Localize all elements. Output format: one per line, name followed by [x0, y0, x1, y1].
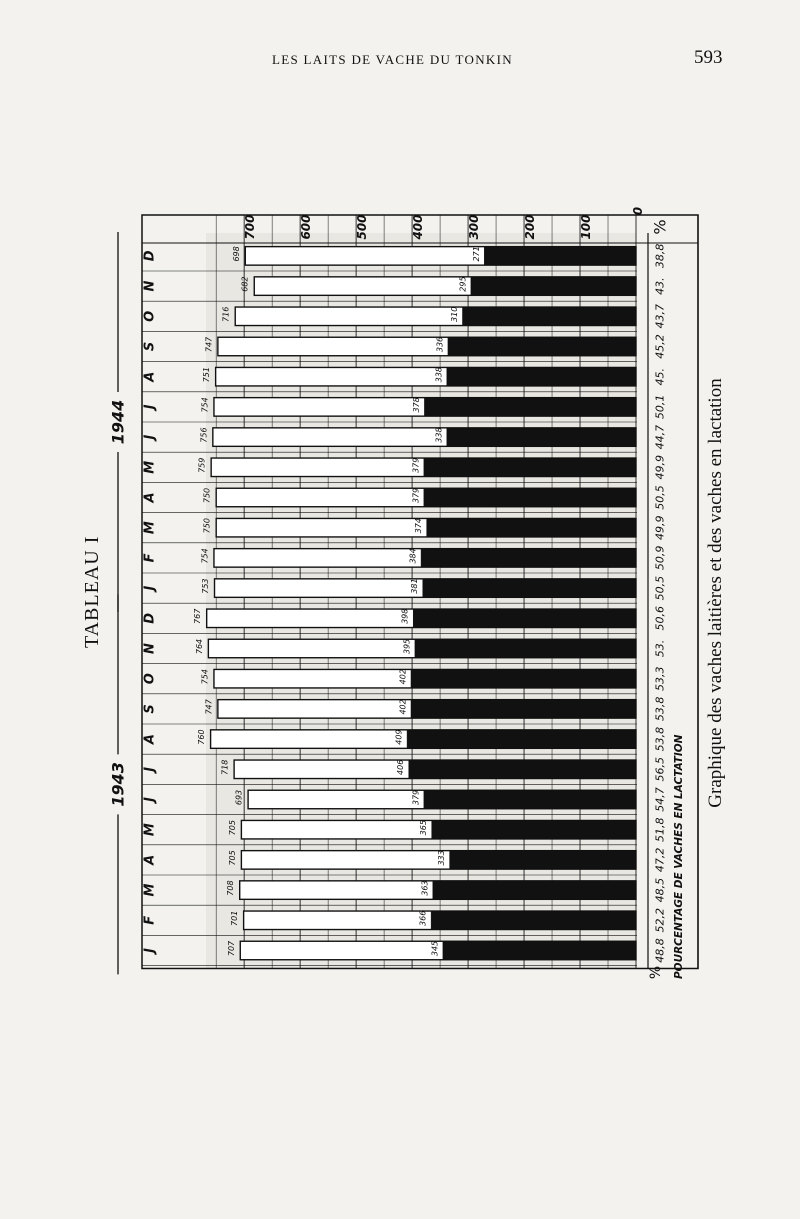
year-label: 1944	[108, 399, 128, 445]
percentage-value: 53,3	[653, 666, 667, 691]
percentage-value: 50,9	[653, 545, 667, 571]
month-label: A	[142, 734, 158, 745]
data-label-lactating: 338	[434, 367, 444, 383]
percentage-value: 50,5	[653, 575, 667, 601]
percentage-value: 50,6	[653, 606, 667, 631]
percentage-value: 53,8	[653, 726, 667, 752]
data-label-lactating: 409	[394, 729, 404, 745]
data-label-total: 754	[200, 548, 210, 564]
bar-lactating-cows	[462, 307, 636, 326]
percentage-value: 52,2	[653, 908, 667, 933]
data-label-total: 705	[227, 820, 237, 836]
data-label-lactating: 384	[408, 548, 418, 564]
data-label-total: 701	[230, 910, 240, 926]
data-label-lactating: 333	[437, 850, 447, 866]
month-label: A	[142, 854, 158, 865]
bar-lactating-cows	[415, 639, 636, 658]
data-label-lactating: 378	[411, 397, 421, 413]
percentage-value: 56,5	[653, 757, 667, 782]
axis-tick-label: 100	[579, 214, 594, 240]
bar-lactating-cows	[431, 911, 636, 930]
percent-symbol-bottom: %	[648, 965, 664, 980]
data-label-lactating: 374	[414, 518, 424, 534]
percentage-value: 45.	[653, 367, 667, 386]
bar-lactating-cows	[411, 669, 636, 688]
data-label-total: 753	[201, 578, 211, 594]
percentage-value: 48,8	[653, 938, 667, 963]
percentage-value: 48,5	[653, 877, 667, 903]
month-label: J	[142, 797, 158, 802]
running-head: LES LAITS DE VACHE DU TONKIN	[272, 52, 513, 67]
data-label-total: 754	[200, 397, 210, 413]
data-label-lactating: 402	[398, 669, 408, 685]
percentage-value: 49,9	[653, 515, 667, 540]
axis-tick-label: 0	[631, 206, 645, 216]
bar-lactating-cows	[424, 458, 636, 477]
page-number: 593	[694, 47, 723, 68]
month-label: M	[142, 521, 158, 535]
percentage-value: 53.	[653, 639, 667, 658]
bar-lactating-cows	[443, 941, 636, 960]
data-label-lactating: 379	[411, 487, 421, 504]
data-label-total: 705	[227, 850, 237, 866]
month-label: A	[142, 371, 158, 382]
bar-lactating-cows	[423, 579, 636, 598]
data-label-total: 754	[200, 669, 210, 685]
data-label-total: 747	[204, 699, 214, 715]
percentage-value: 49,9	[653, 455, 667, 480]
bar-lactating-cows	[447, 428, 636, 447]
data-label-total: 756	[199, 427, 209, 443]
month-label: N	[142, 643, 158, 654]
month-label: O	[142, 310, 158, 322]
data-label-total: 693	[234, 789, 244, 806]
bar-lactating-cows	[484, 247, 636, 266]
data-label-total: 747	[204, 336, 214, 353]
data-label-lactating: 366	[418, 910, 428, 926]
percentage-value: 45,2	[653, 334, 667, 359]
data-label-lactating: 295	[458, 276, 468, 292]
axis-tick-label: 300	[467, 214, 482, 240]
month-label: M	[142, 823, 158, 837]
data-label-total: 718	[220, 759, 230, 775]
bar-lactating-cows	[432, 820, 636, 839]
data-label-lactating: 381	[410, 578, 420, 594]
month-label: S	[142, 341, 158, 352]
bar-lactating-cows	[471, 277, 636, 296]
bar-lactating-cows	[421, 549, 636, 568]
bar-lactating-cows	[433, 881, 636, 900]
bar-lactating-cows	[450, 851, 636, 870]
data-label-lactating: 398	[400, 608, 410, 624]
percentage-value: 38,8	[653, 243, 667, 269]
bar-lactating-cows	[407, 730, 636, 749]
data-label-lactating: 365	[419, 820, 429, 836]
data-label-total: 708	[226, 880, 236, 896]
data-label-lactating: 336	[435, 336, 445, 353]
month-label: S	[142, 704, 158, 714]
axis-tick-label: 600	[299, 214, 314, 240]
data-label-total: 707	[226, 940, 236, 957]
month-label: J	[142, 766, 158, 772]
data-label-total: 751	[202, 367, 212, 383]
data-label-lactating: 395	[402, 638, 412, 655]
percentage-value: 51,8	[653, 817, 667, 842]
percentage-value: 54,7	[653, 787, 667, 812]
data-label-total: 750	[202, 518, 212, 534]
data-label-lactating: 406	[396, 759, 406, 775]
percentage-value: 47,2	[653, 847, 667, 873]
month-label: O	[142, 673, 158, 685]
data-label-lactating: 379	[411, 457, 421, 473]
percentage-value: 43,7	[653, 304, 667, 329]
percent-symbol-top: %	[650, 219, 670, 235]
data-label-total: 698	[231, 246, 241, 262]
axis-tick-label: 500	[355, 214, 370, 240]
data-label-total: 767	[193, 608, 203, 624]
data-label-lactating: 379	[411, 789, 421, 806]
bar-lactating-cows	[447, 367, 636, 386]
month-label: F	[142, 553, 158, 563]
data-label-lactating: 271	[471, 246, 481, 262]
month-label: A	[142, 492, 158, 503]
bar-lactating-cows	[427, 518, 636, 537]
bar-lactating-cows	[424, 488, 636, 507]
month-label: J	[142, 585, 158, 591]
month-label: M	[142, 460, 158, 474]
percentage-value: 53,8	[653, 696, 667, 722]
bar-lactating-cows	[413, 609, 636, 628]
data-label-total: 682	[240, 276, 250, 292]
percentage-value: 50,1	[653, 394, 667, 420]
data-label-total: 750	[202, 487, 212, 504]
month-label: D	[142, 612, 158, 624]
bar-lactating-cows	[448, 337, 636, 356]
data-label-lactating: 310	[449, 306, 459, 322]
percentage-value: 43.	[653, 277, 667, 295]
data-label-lactating: 363	[420, 880, 430, 896]
data-label-lactating: 345	[430, 940, 440, 957]
data-label-total: 716	[221, 306, 231, 322]
bar-lactating-cows	[409, 760, 636, 779]
month-label: J	[142, 948, 158, 953]
axis-tick-label: 700	[243, 214, 258, 240]
bar-lactating-cows	[424, 398, 636, 417]
data-label-total: 764	[194, 638, 204, 655]
month-label: D	[142, 250, 158, 262]
percentage-value: 44,7	[653, 424, 667, 450]
data-label-lactating: 338	[434, 427, 444, 443]
percentage-label: POURCENTAGE DE VACHES EN LACTATION	[673, 734, 685, 980]
data-label-total: 760	[197, 729, 207, 745]
chart-caption: Graphique des vaches laitières et des vaches en lactation	[705, 378, 726, 808]
month-label: F	[142, 915, 158, 925]
month-label: M	[142, 883, 158, 897]
month-label: J	[142, 434, 158, 440]
year-label: 1943	[108, 762, 128, 807]
month-label: J	[142, 404, 158, 410]
percentage-value: 50,5	[653, 485, 667, 510]
bar-lactating-cows	[424, 790, 636, 809]
month-label: N	[142, 280, 158, 292]
bar-lactating-cows	[411, 700, 636, 719]
axis-tick-label: 200	[523, 214, 538, 240]
table-title: TABLEAU I	[81, 535, 103, 648]
data-label-lactating: 402	[398, 699, 408, 715]
axis-tick-label: 400	[411, 214, 426, 240]
data-label-total: 759	[197, 457, 207, 473]
